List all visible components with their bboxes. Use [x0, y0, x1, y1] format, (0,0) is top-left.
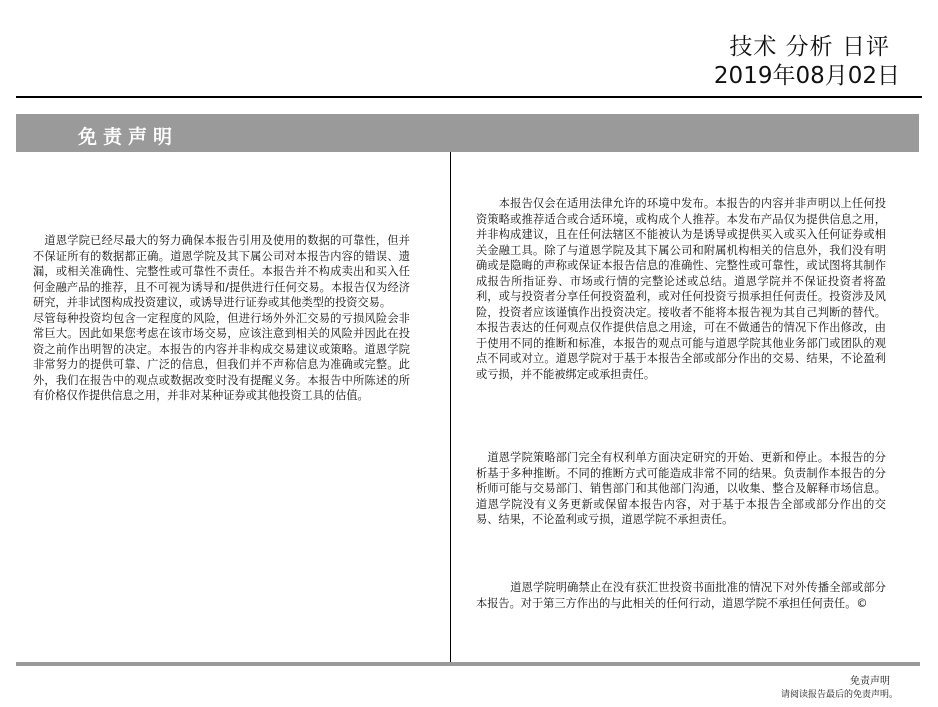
footer-note: 请阅读报告最后的免责声明。 [780, 690, 898, 700]
distribution-paragraph: 道恩学院明确禁止在没有获汇世投资书面批准的情况下对外传播全部或部分本报告。对于第三方作出的与此相关的任何行动，道恩学院不承担任何责任。© [476, 581, 886, 610]
disclaimer-paragraph: 道恩学院已经尽最大的努力确保本报告引用及使用的数据的可靠性，但并不保证所有的数据都正确。道恩学院及其下属公司对本报告内容的错误、遗漏，或相关准确性、完整性或可靠性不责任。本报告并不构成卖出和买入任何金融产品的推荐，且不可视为诱导和/提供进行任何交易。本报告仅为经济研究，并非试图构成投资建议，或诱导进行证券或其他类型的投资交易。 [33, 234, 410, 309]
header-divider [16, 96, 922, 98]
strategy-paragraph: 道恩学院策略部门完全有权利单方面决定研究的开始、更新和停止。本报告的分析基于多种推断。不同的推断方式可能造成非常不同的结果。负责制作本报告的分析师可能与交易部门、销售部门和其他部门沟通，以收集、整合及解释市场信息。道恩学院没有义务更新或保留本报告内容，对于基于本报告全部或部分作出的交易、结果，不论盈利或亏损，道恩学院不承担责任。 [476, 451, 886, 526]
report-date: 2019年08月02日 [713, 63, 900, 89]
footer-title: 免责声明 [850, 676, 890, 687]
risk-paragraph: 尽管每种投资均包含一定程度的风险，但进行场外外汇交易的亏损风险会非常巨大。因此如果您考虑在该市场交易，应该注意到相关的风险并因此在投资之前作出明智的决定。本报告的内容并非构成交易建议或策略。道恩学院非常努力的提供可靠、广泛的信息，但我们并不声称信息为准确或完整。此外，我们在报告中的观点或数据改变时没有提醒义务。本报告中所陈述的所有价格仅作提供信息之用，并非对某种证券或其他投资工具的估值。 [33, 311, 410, 402]
column-divider [450, 152, 451, 662]
section-banner [16, 114, 919, 152]
jurisdiction-paragraph: 本报告仅会在适用法律允许的环境中发布。本报告的内容并非声明以上任何投资策略或推荐适合或合适环境，或构成个人推荐。本发布产品仅为提供信息之用，并非构成建议，且在任何法辖区不能被认为是诱导或提供买入或买入任何证券或相关金融工具。除了与道恩学院及其下属公司和附属机构相关的信息外，我们没有明确或是隐晦的声称或保证本报告信息的准确性、完整性或可靠性，或试图将其制作成报告所指证券、市场或行情的完整论述或总结。道恩学院并不保证投资者将盈利，或与投资者分享任何投资盈利，或对任何投资亏损承担任何责任。投资涉及风险，投资者应该谨慎作出投资决定。接收者不能将本报告视为其自己判断的替代。本报告表达的任何观点仅作提供信息之用途，可在不做通告的情况下作出修改，由于使用不同的推断和标准，本报告的观点可能与道恩学院其他业务部门或团队的观点不同或对立。道恩学院对于基于本报告全部或部分作出的交易、结果，不论盈利或亏损，并不能被绑定或承担责任。 [476, 197, 886, 381]
section-title: 免责声明 [78, 126, 179, 148]
footer-divider [16, 662, 920, 666]
report-title: 技术 分析 日评 [729, 34, 890, 60]
left-column [33, 233, 410, 404]
